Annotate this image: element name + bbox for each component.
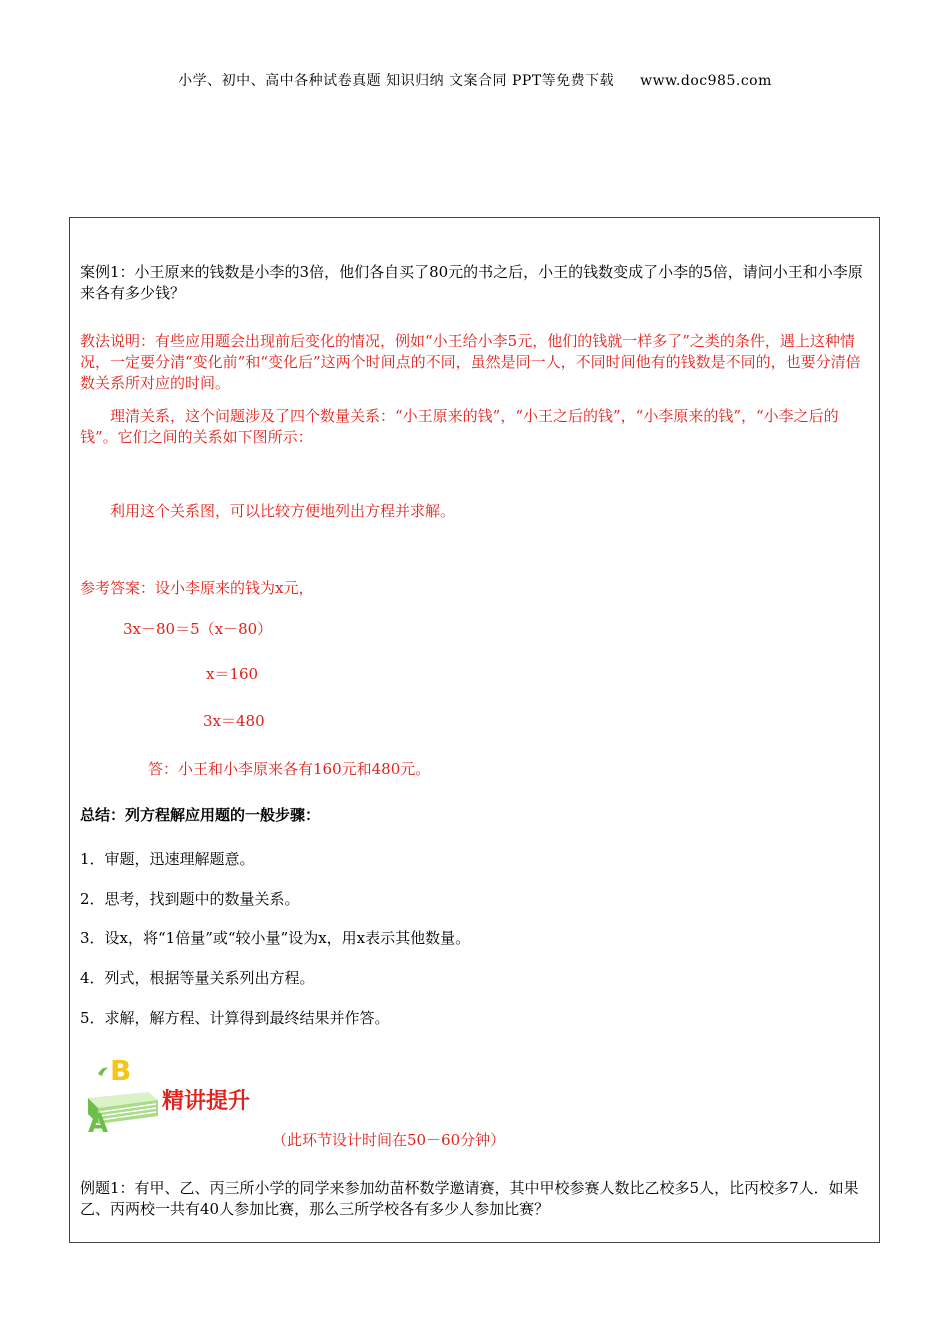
- answer-intro: [80, 578, 872, 599]
- summary-step: 1．审题，迅速理解题意。: [80, 850, 255, 868]
- summary-step: 5．求解，解方程、计算得到最终结果并作答。: [80, 1009, 390, 1027]
- answer-intro-text: 参考答案：设小李原来的钱为x元，: [80, 579, 314, 597]
- equation-1: 3x－80＝5（x－80）: [123, 620, 273, 638]
- logo-letter-a: A: [88, 1109, 109, 1136]
- summary-step: 4．列式，根据等量关系列出方程。: [80, 969, 315, 987]
- logo-letter-b: B: [110, 1054, 132, 1087]
- example-text: 例题1：有甲、乙、丙三所小学的同学来参加幼苗杯数学邀请赛，其中甲校参赛人数比乙校多5人，比丙校多7人．如果乙、丙两校一共有40人参加比赛，那么三所学校各有多少人参加比赛？: [80, 1179, 859, 1218]
- page-header: [0, 70, 950, 90]
- summary-title: 总结：列方程解应用题的一般步骤：: [80, 806, 321, 824]
- equation-2: x＝160: [206, 665, 259, 683]
- answer-line: 答：小王和小李原来各有160元和480元。: [148, 760, 431, 778]
- equation-3: 3x＝480: [203, 712, 265, 730]
- relation-text: 理清关系，这个问题涉及了四个数量关系：“小王原来的钱”，“小王之后的钱”，“小李原来的钱”，“小李之后的钱”。它们之间的关系如下图所示：: [80, 407, 839, 446]
- teaching-note: 教法说明：有些应用题会出现前后变化的情况，例如“小王给小李5元，他们的钱就一样多了”之类的条件，遇上这种情况，一定要分清“变化前”和“变化后”这两个时间点的不同，虽然是同一人，不同时间他有的钱数是不同的，也要分清倍数关系所对应的时间。: [80, 332, 861, 392]
- header-text: 小学、初中、高中各种试卷真题 知识归纳 文案合同 PPT等免费下载: [178, 73, 615, 89]
- logo-title: 精讲提升: [162, 1089, 251, 1114]
- header-url[interactable]: www.doc985.com: [640, 73, 772, 89]
- use-diagram-text: 利用这个关系图，可以比较方便地列出方程并求解。: [110, 502, 456, 520]
- summary-step: 3．设x，将“1倍量”或“较小量”设为x，用x表示其他数量。: [80, 929, 471, 947]
- section-logo: [80, 1052, 270, 1136]
- sprout-icon: [98, 1068, 108, 1076]
- time-note: （此环节设计时间在50－60分钟）: [272, 1131, 506, 1149]
- case-title: 案例1：小王原来的钱数是小李的3倍，他们各自买了80元的书之后，小王的钱数变成了小李的5倍，请问小王和小李原来各有多少钱？: [80, 263, 863, 302]
- summary-step: 2．思考，找到题中的数量关系。: [80, 890, 300, 908]
